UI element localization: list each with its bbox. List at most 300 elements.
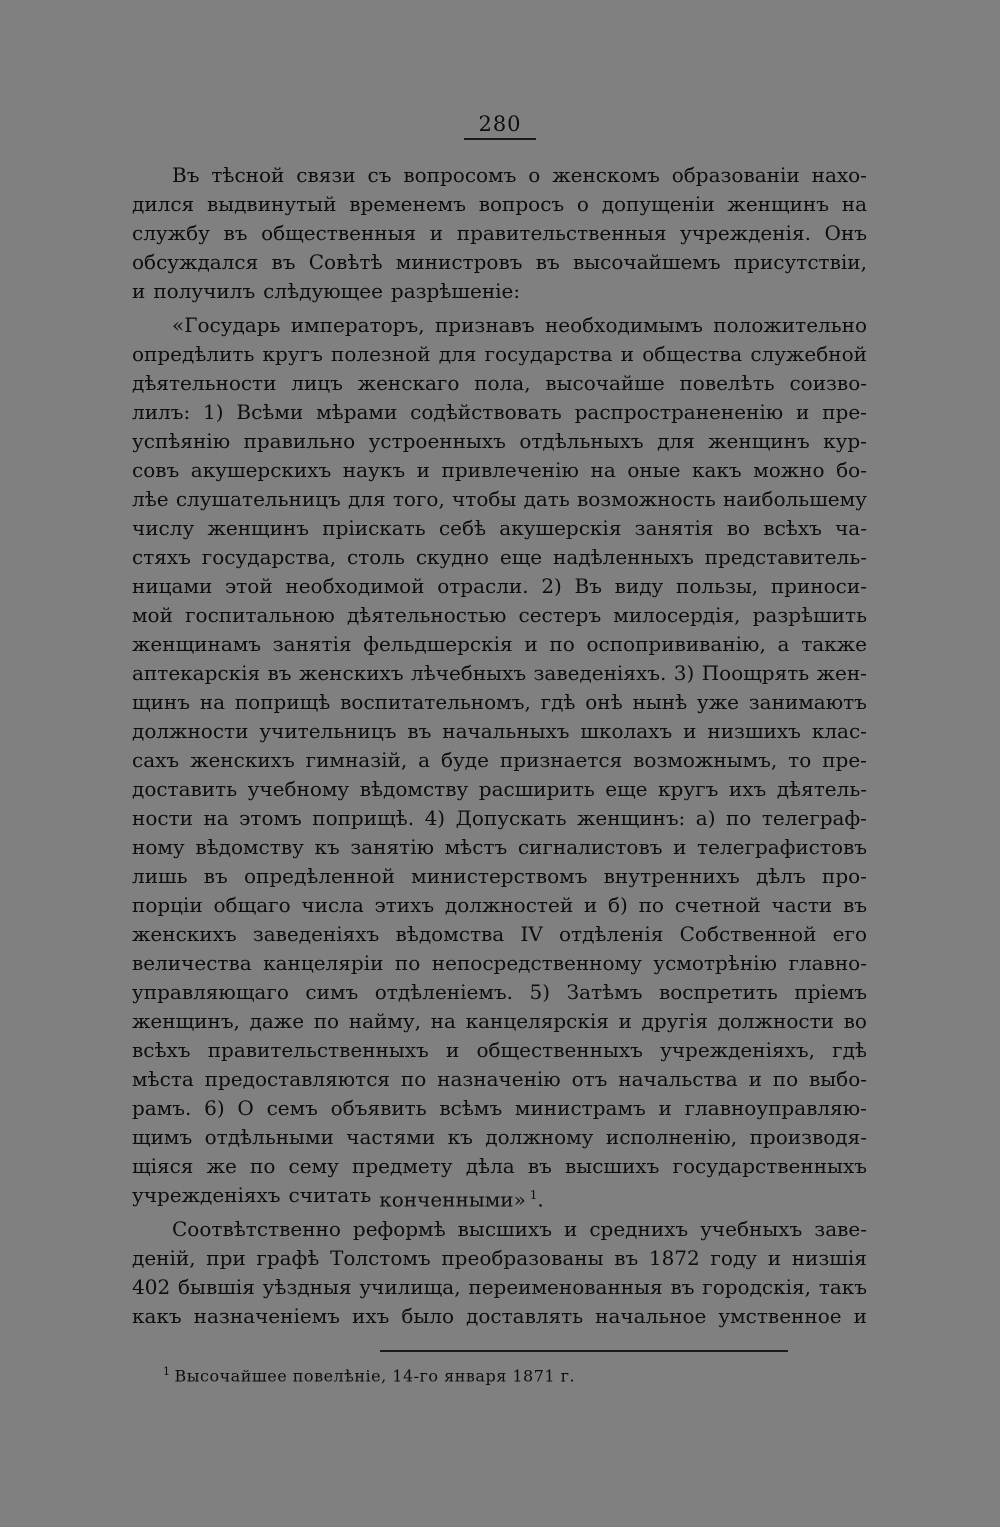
word: женскихъ — [132, 922, 237, 946]
word: женскихъ — [298, 661, 404, 685]
word: доставлять — [466, 1304, 584, 1328]
word: на — [841, 192, 867, 216]
word: государственныхъ — [672, 1154, 867, 1178]
word: его — [832, 922, 867, 946]
word: еще — [605, 777, 648, 801]
text-line — [132, 161, 867, 190]
word: Въ — [172, 163, 200, 187]
word: рамъ. — [132, 1096, 192, 1120]
word: бо- — [836, 458, 867, 482]
word: порціи — [132, 893, 203, 917]
word: еще — [499, 545, 543, 569]
word: щинъ — [132, 690, 190, 714]
word: а — [418, 748, 431, 772]
word: пріемъ — [794, 980, 867, 1004]
word: женщинъ, — [132, 1009, 240, 1033]
word: расширить — [478, 777, 595, 801]
word: пре- — [822, 748, 867, 772]
word: кур- — [823, 429, 867, 453]
word: буде — [441, 748, 489, 772]
word: даже — [249, 1009, 305, 1033]
word: всѣхъ — [132, 1038, 191, 1062]
text-line — [132, 862, 867, 891]
word: образованіи — [671, 163, 800, 187]
word: 4) — [424, 806, 446, 830]
word: соизво- — [789, 371, 867, 395]
text-line — [132, 1181, 867, 1210]
word: и — [683, 719, 697, 743]
word: то — [788, 748, 812, 772]
word: о — [576, 192, 589, 216]
word: женскихъ — [190, 748, 295, 772]
word: разрѣшить — [752, 603, 867, 627]
word: дѣятельности — [132, 371, 277, 395]
word: фельдшерскія — [363, 632, 513, 656]
word: во — [726, 516, 751, 540]
word: 1) — [203, 400, 224, 424]
word: гдѣ — [832, 1038, 867, 1062]
word: Всѣми — [236, 400, 304, 424]
word: 1872 — [648, 1246, 700, 1270]
word: и — [620, 342, 635, 366]
word: воспитательномъ, — [340, 690, 531, 714]
word: пользы, — [676, 574, 759, 598]
word: реформѣ — [352, 1217, 446, 1241]
word: необходимой — [285, 574, 425, 598]
word: акушерскія — [499, 516, 622, 540]
word: отдѣльными — [204, 1125, 334, 1149]
word: тѣсной — [211, 163, 285, 187]
word: допущеніи — [601, 192, 715, 216]
word: предмету — [352, 1154, 453, 1178]
word: обсуждался — [132, 250, 259, 274]
text-line — [132, 572, 867, 601]
word: низшія — [791, 1246, 867, 1270]
word: какъ — [691, 458, 742, 482]
text-line — [132, 514, 867, 543]
word: канцелярскія — [465, 1009, 609, 1033]
word: вѣдомству — [359, 777, 469, 801]
word: высшихъ — [565, 1154, 660, 1178]
word: пріискать — [322, 516, 426, 540]
word: учрежденіяхъ, — [660, 1038, 815, 1062]
text-line — [132, 949, 867, 978]
word: телеграфистовъ — [697, 835, 867, 859]
word: слѣдующее — [263, 279, 383, 303]
word: назначеніемъ — [193, 1304, 340, 1328]
footnote-divider — [380, 1350, 788, 1352]
word: поприщѣ. — [312, 806, 415, 830]
text-line — [132, 1094, 867, 1123]
word: правительственныя — [456, 221, 667, 245]
word: щимъ — [132, 1125, 193, 1149]
word: мѣстъ — [444, 835, 508, 859]
word: канцеляріи — [263, 951, 384, 975]
footnote-reference-tail: . — [537, 1187, 544, 1212]
word: школахъ — [580, 719, 673, 743]
word: признавъ — [434, 313, 535, 337]
word: положительно — [713, 313, 867, 337]
text-line — [132, 601, 867, 630]
word: представитель- — [704, 545, 867, 569]
word: общественныя — [261, 221, 417, 245]
word: предоставляются — [204, 1067, 391, 1091]
word: министровъ — [395, 250, 523, 274]
word: слушательницъ — [175, 487, 341, 511]
word: стяхъ — [132, 545, 191, 569]
word: производя- — [749, 1125, 867, 1149]
word: дѣятельностью — [346, 603, 507, 627]
word: и — [563, 1217, 578, 1241]
word: Онъ — [824, 221, 867, 245]
word: отдѣленіемъ. — [374, 980, 513, 1004]
word: въ — [267, 661, 292, 685]
word: гдѣ — [540, 690, 576, 714]
word: возможнымъ, — [633, 748, 778, 772]
word: начальныхъ — [442, 719, 570, 743]
word: кругъ — [262, 342, 323, 366]
text-line — [132, 219, 867, 248]
word: для — [657, 429, 695, 453]
word: временемъ — [349, 192, 466, 216]
word: заведеніяхъ — [252, 922, 380, 946]
word: умственное — [718, 1304, 842, 1328]
word: а — [777, 632, 790, 656]
word: устроенныхъ — [368, 429, 506, 453]
word: ихъ — [351, 1304, 390, 1328]
word: по — [725, 806, 752, 830]
word: переименованныя — [468, 1275, 663, 1299]
word: должному — [485, 1125, 594, 1149]
word: объявить — [330, 1096, 427, 1120]
word: выбо- — [808, 1067, 867, 1091]
word: непосредственному — [431, 951, 642, 975]
word: всѣмъ — [439, 1096, 503, 1120]
word: сестеръ — [518, 603, 602, 627]
text-line — [132, 920, 867, 949]
word: аптекарскія — [132, 661, 261, 685]
word: содѣйствовать — [410, 400, 562, 424]
word: императоръ, — [290, 313, 425, 337]
word: училища, — [359, 1275, 461, 1299]
word: связи — [296, 163, 356, 187]
word: по — [772, 1067, 799, 1091]
text-line — [132, 340, 867, 369]
word: щіяся — [132, 1154, 194, 1178]
word: Собственной — [679, 922, 817, 946]
word: общественныхъ — [476, 1038, 643, 1062]
word: найму, — [348, 1009, 421, 1033]
word: учрежденіяхъ — [132, 1183, 281, 1207]
word: назначенію — [437, 1067, 561, 1091]
word: этихъ — [374, 893, 435, 917]
word: должности — [132, 719, 249, 743]
word: занимаютъ — [748, 690, 867, 714]
word: вѣдомству — [195, 835, 304, 859]
word: признается — [499, 748, 623, 772]
word: исполненію, — [605, 1125, 738, 1149]
word: 5) — [529, 980, 551, 1004]
word: и — [132, 279, 146, 303]
word: лицъ — [291, 371, 343, 395]
word: общаго — [213, 893, 291, 917]
word: бывшія — [177, 1275, 255, 1299]
word: лѣчебныхъ — [410, 661, 527, 685]
word: отъ — [571, 1067, 608, 1091]
word: чтобы — [452, 487, 517, 511]
word: и — [673, 835, 687, 859]
word: себѣ — [438, 516, 487, 540]
word: Толстомъ — [329, 1246, 431, 1270]
word: главно- — [788, 951, 867, 975]
word: опредѣленной — [243, 864, 395, 888]
word: 402 — [132, 1275, 171, 1299]
footnote — [163, 1365, 575, 1385]
text-line — [132, 1065, 867, 1094]
word: въ — [223, 221, 248, 245]
word: и — [416, 458, 430, 482]
word: нахо- — [811, 163, 867, 187]
word: женщинамъ — [132, 632, 262, 656]
word: лѣе — [132, 487, 169, 511]
text-line — [132, 746, 867, 775]
word: величества — [132, 951, 252, 975]
word: оспопрививанію, — [586, 632, 766, 656]
word: наукъ — [342, 458, 406, 482]
word: конченными» $^1$. — [379, 1187, 544, 1212]
word: дѣла — [465, 1154, 515, 1178]
text-line — [132, 456, 867, 485]
text-line — [132, 804, 867, 833]
text-line — [132, 978, 867, 1007]
word: заве- — [814, 1217, 867, 1241]
text-line — [132, 248, 867, 277]
word: считать — [288, 1183, 372, 1207]
word: симъ — [305, 980, 359, 1004]
word: разрѣшеніе: — [390, 279, 521, 303]
word: мѣрами — [316, 400, 398, 424]
page-header — [0, 112, 1000, 140]
word: же — [206, 1154, 237, 1178]
word: мѣста — [132, 1067, 194, 1091]
text-line — [132, 833, 867, 862]
text-line — [132, 1007, 867, 1036]
word: Соотвѣтственно — [172, 1217, 341, 1241]
word: по — [249, 1154, 276, 1178]
word: про- — [821, 864, 867, 888]
word: городскія, — [702, 1275, 811, 1299]
word: государства, — [201, 545, 337, 569]
word: и — [853, 1304, 867, 1328]
word: частями — [346, 1125, 436, 1149]
text-line — [132, 369, 867, 398]
word: было — [401, 1304, 455, 1328]
word: въ — [271, 250, 296, 274]
word: клас- — [811, 719, 867, 743]
word: числа — [301, 893, 364, 917]
word: этой — [225, 574, 273, 598]
word: ному — [132, 835, 185, 859]
word: вопросомъ — [403, 163, 517, 187]
word: учрежденія. — [680, 221, 811, 245]
word: пре- — [822, 400, 867, 424]
word: на — [590, 458, 616, 482]
word: вѣдомства — [395, 922, 505, 946]
word: начальства — [618, 1067, 738, 1091]
word: учебныхъ — [700, 1217, 803, 1241]
word: графѣ — [256, 1246, 320, 1270]
word: службу — [132, 221, 210, 245]
word: такъ — [818, 1275, 867, 1299]
word: занятія — [272, 632, 352, 656]
word: повелѣть — [679, 371, 775, 395]
word: и — [618, 1009, 632, 1033]
word: б) — [608, 893, 628, 917]
word: внутреннихъ — [603, 864, 740, 888]
word: Въ — [574, 574, 602, 598]
word: по — [549, 632, 575, 656]
word: дѣятель- — [776, 777, 867, 801]
word: а) — [695, 806, 716, 830]
word: во — [843, 1009, 867, 1033]
word: сахъ — [132, 748, 180, 772]
word: уже — [696, 690, 739, 714]
word: къ — [447, 1125, 473, 1149]
text-line — [132, 1152, 867, 1181]
word: надѣленныхъ — [553, 545, 694, 569]
word: и — [748, 1067, 762, 1091]
word: къ — [314, 835, 340, 859]
word: другія — [641, 1009, 708, 1033]
word: столь — [347, 545, 405, 569]
word: и — [767, 1246, 782, 1270]
word: можно — [753, 458, 825, 482]
word: опредѣлить — [132, 342, 255, 366]
word: въ — [535, 250, 560, 274]
word: 2) — [541, 574, 562, 598]
word: дѣлъ — [755, 864, 806, 888]
word: и — [796, 400, 810, 424]
word: женщинъ — [708, 429, 810, 453]
word: въ — [407, 719, 432, 743]
word: необходимымъ — [544, 313, 703, 337]
word: распространененію — [574, 400, 784, 424]
word: отдѣльныхъ — [519, 429, 644, 453]
word: воспретить — [658, 980, 778, 1004]
word: и — [658, 1096, 672, 1120]
body-text — [132, 161, 867, 1331]
word: по — [400, 1067, 427, 1091]
word: заведеніяхъ. — [533, 661, 667, 685]
word: для — [438, 342, 477, 366]
page-number: 280 — [464, 112, 535, 140]
word: женскомъ — [552, 163, 660, 187]
word: лишь — [132, 864, 188, 888]
word: госпитальною — [185, 603, 335, 627]
word: кругъ — [658, 777, 719, 801]
word: Допускать — [455, 806, 567, 830]
word: управляющаго — [132, 980, 289, 1004]
word: женщинъ — [727, 192, 829, 216]
word: учительницъ — [259, 719, 397, 743]
word: телеграф- — [761, 806, 867, 830]
word: того, — [392, 487, 445, 511]
word: среднихъ — [589, 1217, 689, 1241]
word: какъ — [132, 1304, 182, 1328]
word: по — [394, 951, 421, 975]
text-line — [132, 543, 867, 572]
word: сему — [288, 1154, 339, 1178]
word: занятію — [350, 835, 434, 859]
word: деній, — [132, 1246, 196, 1270]
word: высочайше — [545, 371, 665, 395]
word: Затѣмъ — [566, 980, 643, 1004]
text-line — [132, 1244, 867, 1273]
word: и — [524, 632, 538, 656]
word: получилъ — [153, 279, 256, 303]
word: отрасли. — [437, 574, 529, 598]
text-line — [132, 485, 867, 514]
word: женскаго — [357, 371, 460, 395]
footnote-text: Высочайшее повелѣніе, 14-го января 1871 г. — [174, 1366, 576, 1386]
word: на — [430, 1009, 456, 1033]
word: высочайшемъ — [572, 250, 721, 274]
word: Поощрять — [701, 661, 810, 685]
word: жен- — [816, 661, 867, 685]
word: дать — [523, 487, 570, 511]
word: сигналистовъ — [517, 835, 663, 859]
text-line — [132, 190, 867, 219]
word: занятія — [634, 516, 714, 540]
text-line — [132, 311, 867, 340]
text-line — [132, 775, 867, 804]
word: дился — [132, 192, 195, 216]
word: правильно — [243, 429, 356, 453]
text-line — [132, 688, 867, 717]
text-line — [132, 398, 867, 427]
word: женщинъ: — [577, 806, 686, 830]
word: на — [203, 806, 229, 830]
text-line — [132, 277, 867, 306]
word: нынѣ — [632, 690, 688, 714]
word: возможность — [576, 487, 716, 511]
word: мой — [132, 603, 173, 627]
text-line — [132, 1215, 867, 1244]
word: этомъ — [239, 806, 302, 830]
word: для — [347, 487, 386, 511]
word: О — [237, 1096, 254, 1120]
word: въ — [203, 864, 228, 888]
footnote-mark: 1 — [163, 1365, 171, 1378]
word: высшихъ — [457, 1217, 552, 1241]
word: отдѣленія — [559, 922, 664, 946]
word: о — [528, 163, 541, 187]
word: году — [710, 1246, 758, 1270]
word: низшихъ — [707, 719, 801, 743]
word: общества — [642, 342, 743, 366]
word: присутствіи, — [733, 250, 867, 274]
word: счетной — [674, 893, 761, 917]
word: преобразованы — [441, 1246, 604, 1270]
word: скудно — [415, 545, 489, 569]
word: пола, — [474, 371, 531, 395]
word: главноуправляю- — [684, 1096, 867, 1120]
word: при — [206, 1246, 246, 1270]
word: привлеченію — [441, 458, 579, 482]
word: поприщѣ — [234, 690, 331, 714]
word: ихъ — [728, 777, 767, 801]
word: на — [199, 690, 226, 714]
